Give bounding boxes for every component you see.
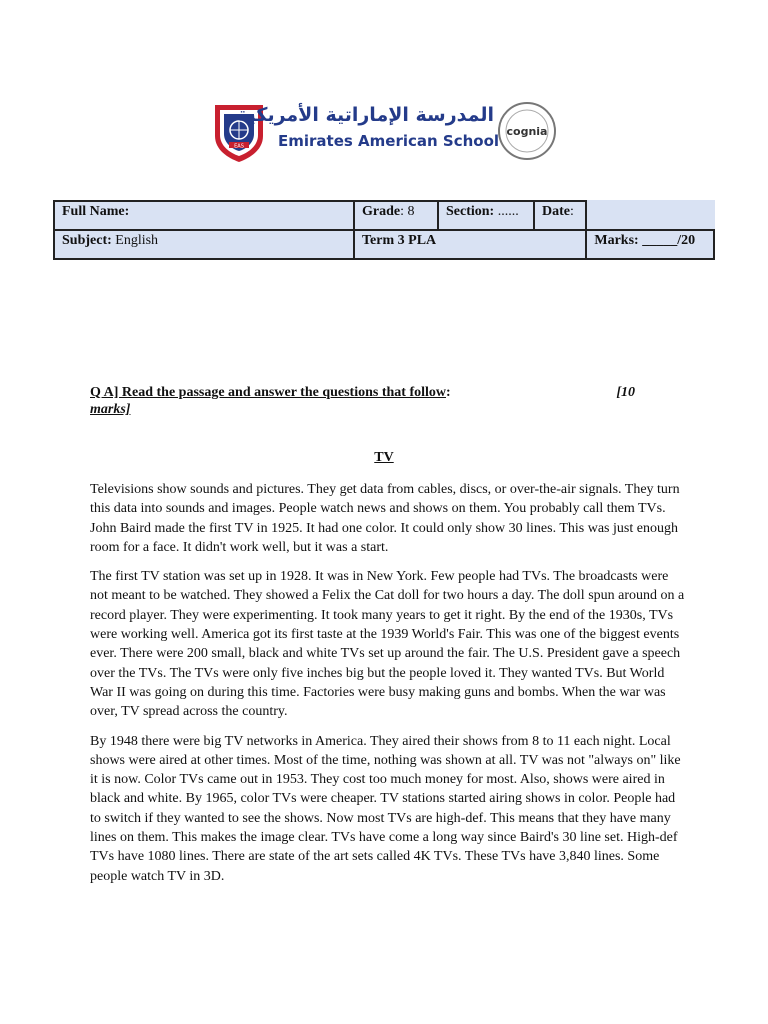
passage-paragraph: By 1948 there were big TV networks in America. They aired their shows from 8 to 11 each night. Local shows were aired at other times. Most of the time, nothing was shown at all. TV was not "always on" like it is now. Color TVs came out in 1953. They cost too much money for most. Also, shows were aired in black and white. By 1965, color TVs were cheaper. TV stations started airing shows in color. People had to switch if they wanted to see the shows. Now most TVs are high-def. This means that they have many lines on them. This makes the image clear. TVs have come a long way since Baird's 30 line set. High-def TVs have 1080 lines. There are state of the art sets called 4K TVs. These TVs have 3,840 lines. Some people watch TV in 3D. (90, 733, 681, 884)
grade-label: Grade (362, 204, 401, 219)
question-marks-start: [10 (616, 385, 635, 400)
full-name-label: Full Name: (62, 204, 130, 219)
question-label: Q A] Read the passage and answer the questions that follow (90, 385, 446, 400)
passage-paragraph: Televisions show sounds and pictures. They get data from cables, discs, or over-the-air signals. They turn this data into sounds and images. People watch news and shows on them. You probably call them TVs. John Baird made the first TV in 1925. It had one color. It could only show 30 lines. This was just enough room for a face. It didn't work well, but it was a start. (90, 482, 680, 555)
date-label: Date (542, 204, 570, 219)
shield-text: EAS (234, 143, 244, 150)
section-label: Section: (446, 204, 495, 219)
cognia-text: cognia (506, 125, 548, 138)
section-value: ...... (494, 204, 519, 219)
marks-cell (586, 230, 714, 259)
term-label: Term 3 PLA (362, 233, 437, 248)
subject-label: Subject: (62, 233, 112, 248)
marks-value: _____/20 (638, 233, 696, 248)
question-heading (90, 384, 635, 418)
school-header (212, 100, 557, 164)
passage-body (90, 480, 685, 896)
school-name-arabic: المدرسة الإماراتية الأمريكية (237, 104, 494, 126)
marks-label: Marks: (594, 233, 639, 248)
cognia-accreditation-seal (497, 100, 557, 162)
section-cell (438, 201, 534, 230)
date-cell (534, 201, 586, 230)
student-info-table (53, 200, 715, 260)
grade-cell (354, 201, 438, 230)
subject-cell (54, 230, 354, 259)
question-marks-end: marks] (90, 402, 131, 417)
school-name-english: Emirates American School (278, 132, 500, 150)
full-name-cell (54, 201, 354, 230)
passage-paragraph: The first TV station was set up in 1928. It was in New York. Few people had TVs. The broadcasts were not meant to be watched. They showed a Felix the Cat doll for two hours a day. The doll spun around on a record player. They were experimenting. It took many years to get it right. By the end of the 1930s, TVs were working well. America got its first taste at the 1939 World's Fair. This was one of the biggest events ever. There were 200 small, black and white TVs set up around the fair. The U.S. President gave a speech over the TVs. The TVs were only five inches big but the people loved it. They wanted TVs. But World War II was going on during this time. Factories were busy making guns and bombs. When the war was over, TV spread across the country. (90, 569, 685, 720)
term-cell (354, 230, 586, 259)
subject-value: English (111, 233, 159, 248)
passage-title: TV (374, 450, 394, 465)
date-value: : (570, 204, 574, 219)
question-colon: : (446, 385, 451, 400)
grade-value: : 8 (400, 204, 415, 219)
